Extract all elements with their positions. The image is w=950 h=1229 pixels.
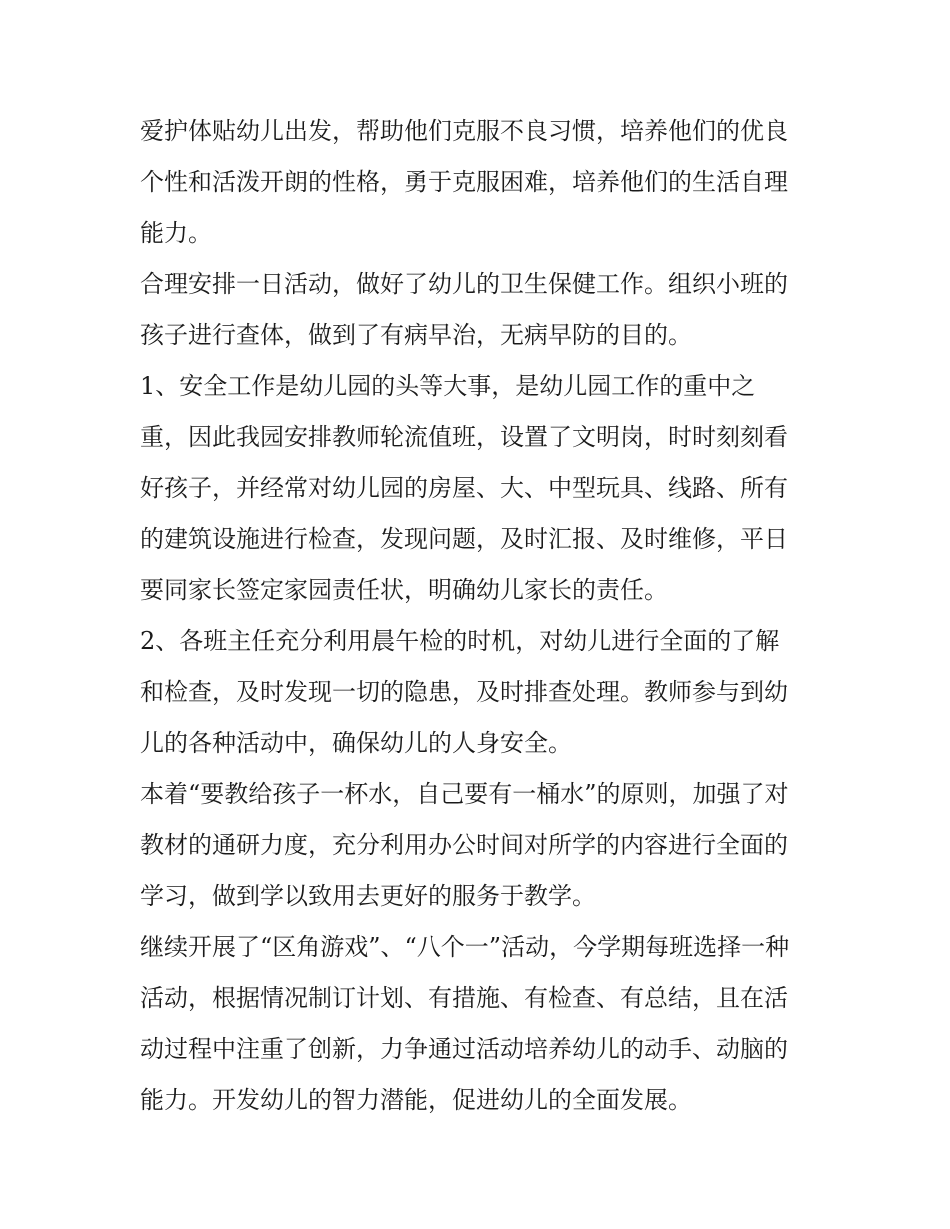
text-line: 继续开展了“区角游戏”、“八个一”活动，今学期每班选择一种 [140,933,790,961]
text-line: 1、安全工作是幼儿园的头等大事，是幼儿园工作的重中之 [140,372,756,400]
text-line: 2、各班主任充分利用晨午检的时机，对幼儿进行全面的了解 [140,627,780,655]
text-line: 合理安排一日活动，做好了幼儿的卫生保健工作。组织小班的 [140,270,788,298]
text-line: 个性和活泼开朗的性格，勇于克服困难，培养他们的生活自理 [140,168,788,196]
text-line: 孩子进行查体，做到了有病早治，无病早防的目的。 [140,321,692,349]
text-line: 本着“要教给孩子一杯水，自己要有一桶水”的原则，加强了对 [140,780,789,808]
text-line: 动过程中注重了创新，力争通过活动培养幼儿的动手、动脑的 [140,1035,788,1063]
document-body [140,106,820,1126]
text-line: 能力。开发幼儿的智力潜能，促进幼儿的全面发展。 [140,1086,692,1114]
text-line: 儿的各种活动中，确保幼儿的人身安全。 [140,729,572,757]
text-line: 和检查，及时发现一切的隐患，及时排查处理。教师参与到幼 [140,678,788,706]
text-line: 能力。 [140,219,212,247]
text-line: 要同家长签定家园责任状，明确幼儿家长的责任。 [140,576,668,604]
text-line: 教材的通研力度，充分利用办公时间对所学的内容进行全面的 [140,831,788,859]
text-line: 好孩子，并经常对幼儿园的房屋、大、中型玩具、线路、所有 [140,474,788,502]
text-line: 爱护体贴幼儿出发，帮助他们克服不良习惯，培养他们的优良 [140,117,788,145]
text-line: 的建筑设施进行检查，发现问题，及时汇报、及时维修，平日 [140,525,788,553]
text-line: 重，因此我园安排教师轮流值班，设置了文明岗，时时刻刻看 [140,423,788,451]
text-line: 学习，做到学以致用去更好的服务于教学。 [140,882,596,910]
text-line: 活动，根据情况制订计划、有措施、有检查、有总结，且在活 [140,984,788,1012]
